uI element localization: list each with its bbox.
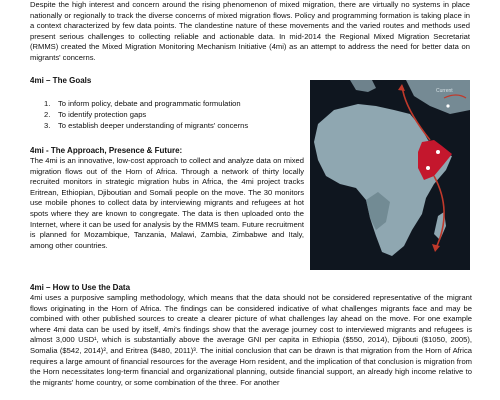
goal-item [44,109,248,120]
goal-number: 3. [44,121,51,130]
use-heading: 4mi – How to Use the Data [30,283,131,292]
middle-east-landmass [406,80,470,114]
goal-number: 1. [44,99,51,108]
map-label: Current [436,88,453,94]
horn-of-africa-highlight [418,140,452,180]
africa-map-graphic [310,80,470,270]
approach-heading: 4mi - The Approach, Presence & Future: [30,146,183,155]
goals-list [44,98,248,131]
goal-text: To establish deeper understanding of migrants' concerns [58,121,249,130]
arrow-head-north [398,84,405,91]
approach-paragraph: The 4mi is an innovative, low-cost approach to collect and analyze data on mixed migration flows out of the Horn of Africa. Through a network of thirty locally recruited monitors in strategic migration hubs in Africa, the 4mi project tracks Eritrean, Ethiopian, Djiboutian and Somali people on the move. The 30 monitors use mobile phones to collect data by interviewing migrants and refugees at hot spots where they are known to congregate. The data is then uploaded onto the Internet, where it can be used for analysis by the RMMS team. Future recruitment is planned for Mozambique, Tanzania, Malawi, Zambia, Zimbabwe and Italy, among other countries. [30,156,304,250]
arrow-head-south [432,244,440,252]
goal-text: To inform policy, debate and programmatic formulation [58,99,241,108]
intro-paragraph: Despite the high interest and concern around the rising phenomenon of mixed migration, there are virtually no systems in place nationally or regionally to track the diverse concerns of mixed migration flows. Policy and programming formation is taking place in a context characterized by few data points. The clandestine nature of these movements and the varied routes and methods used present serious challenges to collecting reliable and actionable data. In mid-2014 the Regional Mixed Migration Secretariat (RMMS) created the Mixed Migration Monitoring Mechanism Initiative (4mi) as an attempt to address the need for better data on migrants' concerns. [30,0,470,62]
monitor-point [436,150,440,154]
africa-map-image [310,80,470,270]
goal-number: 2. [44,110,51,119]
goal-text: To identify protection gaps [58,110,147,119]
africa-landmass [314,104,452,256]
europe-landmass [350,80,376,92]
monitor-point [426,166,430,170]
goal-item [44,120,248,131]
monitor-point [446,104,449,107]
goals-heading: 4mi – The Goals [30,76,92,85]
goal-item [44,98,248,109]
use-paragraph: 4mi uses a purposive sampling methodology, which means that the data should not be considered representative of the migrant flows originating in the Horn of Africa. The findings can be considered indicative of what challenges migrants face and may be combined with other published sources to create a clearer picture of what challenges lay ahead on the move. For one example where 4mi data can be used by itself, 4mi's findings show that the average journey cost to interviewed migrants and refugees is almost 3,000 USD¹, which is substantially above the average GNI per capita in Ethiopia ($550, 2014), Djibouti ($1050, 2005), Somalia ($542, 2014)², and Eritrea ($480, 2011)³. The initial conclusion that can be drawn is that migration from the Horn of Africa requires a large amount of financial resources for the average Horn resident, and the implication of that conclusion is migration from the Horn necessitates long-term financial and organizational planning, outside financial support, an already high income relative to the migrants' home country, or some combination of the three. For another [30,293,472,387]
